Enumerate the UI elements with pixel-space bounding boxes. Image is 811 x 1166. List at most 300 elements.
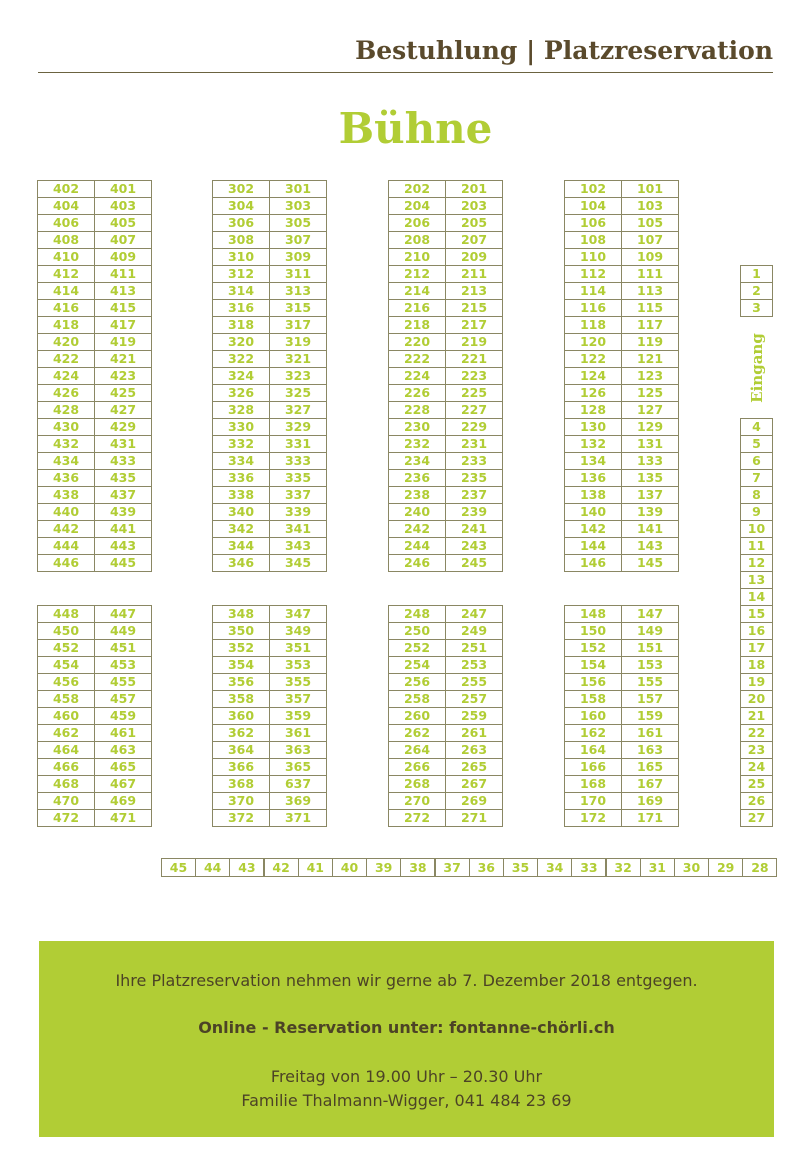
seat-268: 268 bbox=[388, 775, 446, 793]
seat-246: 246 bbox=[388, 554, 446, 572]
seat-368: 368 bbox=[212, 775, 270, 793]
seat-465: 465 bbox=[94, 758, 152, 776]
seat-443: 443 bbox=[94, 537, 152, 555]
seat-116: 116 bbox=[564, 299, 622, 317]
seat-335: 335 bbox=[269, 469, 327, 487]
seat-225: 225 bbox=[445, 384, 503, 402]
seat-433: 433 bbox=[94, 452, 152, 470]
seat-211: 211 bbox=[445, 265, 503, 283]
seat-262: 262 bbox=[388, 724, 446, 742]
seat-39: 39 bbox=[366, 858, 401, 877]
seat-316: 316 bbox=[212, 299, 270, 317]
seat-264: 264 bbox=[388, 741, 446, 759]
seat-310: 310 bbox=[212, 248, 270, 266]
seat-458: 458 bbox=[37, 690, 95, 708]
seat-427: 427 bbox=[94, 401, 152, 419]
seat-259: 259 bbox=[445, 707, 503, 725]
seat-5: 5 bbox=[740, 435, 773, 453]
seat-125: 125 bbox=[621, 384, 679, 402]
seat-327: 327 bbox=[269, 401, 327, 419]
seat-364: 364 bbox=[212, 741, 270, 759]
seat-143: 143 bbox=[621, 537, 679, 555]
seat-425: 425 bbox=[94, 384, 152, 402]
seat-350: 350 bbox=[212, 622, 270, 640]
seat-470: 470 bbox=[37, 792, 95, 810]
seat-163: 163 bbox=[621, 741, 679, 759]
seat-204: 204 bbox=[388, 197, 446, 215]
seat-341: 341 bbox=[269, 520, 327, 538]
seat-137: 137 bbox=[621, 486, 679, 504]
seat-165: 165 bbox=[621, 758, 679, 776]
seat-334: 334 bbox=[212, 452, 270, 470]
seat-166: 166 bbox=[564, 758, 622, 776]
seat-171: 171 bbox=[621, 809, 679, 827]
seat-15: 15 bbox=[740, 605, 773, 623]
seat-201: 201 bbox=[445, 180, 503, 198]
seat-131: 131 bbox=[621, 435, 679, 453]
seat-252: 252 bbox=[388, 639, 446, 657]
seat-213: 213 bbox=[445, 282, 503, 300]
seat-44: 44 bbox=[195, 858, 230, 877]
seat-8: 8 bbox=[740, 486, 773, 504]
seat-328: 328 bbox=[212, 401, 270, 419]
seat-9: 9 bbox=[740, 503, 773, 521]
seat-43: 43 bbox=[229, 858, 264, 877]
seat-132: 132 bbox=[564, 435, 622, 453]
seat-311: 311 bbox=[269, 265, 327, 283]
seat-317: 317 bbox=[269, 316, 327, 334]
seat-203: 203 bbox=[445, 197, 503, 215]
seat-247: 247 bbox=[445, 605, 503, 623]
seat-370: 370 bbox=[212, 792, 270, 810]
seat-432: 432 bbox=[37, 435, 95, 453]
seat-457: 457 bbox=[94, 690, 152, 708]
seat-372: 372 bbox=[212, 809, 270, 827]
seat-342: 342 bbox=[212, 520, 270, 538]
seat-222: 222 bbox=[388, 350, 446, 368]
seat-154: 154 bbox=[564, 656, 622, 674]
seat-19: 19 bbox=[740, 673, 773, 691]
seat-3: 3 bbox=[740, 299, 773, 317]
seat-305: 305 bbox=[269, 214, 327, 232]
seat-27: 27 bbox=[740, 809, 773, 827]
seat-472: 472 bbox=[37, 809, 95, 827]
seat-150: 150 bbox=[564, 622, 622, 640]
seat-322: 322 bbox=[212, 350, 270, 368]
seat-437: 437 bbox=[94, 486, 152, 504]
seat-336: 336 bbox=[212, 469, 270, 487]
seat-207: 207 bbox=[445, 231, 503, 249]
seat-404: 404 bbox=[37, 197, 95, 215]
seat-440: 440 bbox=[37, 503, 95, 521]
seat-258: 258 bbox=[388, 690, 446, 708]
seat-112: 112 bbox=[564, 265, 622, 283]
seat-426: 426 bbox=[37, 384, 95, 402]
seat-450: 450 bbox=[37, 622, 95, 640]
seat-4: 4 bbox=[740, 418, 773, 436]
seat-423: 423 bbox=[94, 367, 152, 385]
page-title: Bestuhlung | Platzreservation bbox=[355, 36, 773, 65]
seat-6: 6 bbox=[740, 452, 773, 470]
seat-337: 337 bbox=[269, 486, 327, 504]
seat-42: 42 bbox=[264, 858, 299, 877]
seat-16: 16 bbox=[740, 622, 773, 640]
seat-408: 408 bbox=[37, 231, 95, 249]
seat-351: 351 bbox=[269, 639, 327, 657]
seat-108: 108 bbox=[564, 231, 622, 249]
online-reservation-text: Online - Reservation unter: fontanne-chörli.ch bbox=[198, 1018, 615, 1037]
seat-239: 239 bbox=[445, 503, 503, 521]
seat-153: 153 bbox=[621, 656, 679, 674]
seat-361: 361 bbox=[269, 724, 327, 742]
seat-329: 329 bbox=[269, 418, 327, 436]
seat-256: 256 bbox=[388, 673, 446, 691]
seat-115: 115 bbox=[621, 299, 679, 317]
seat-459: 459 bbox=[94, 707, 152, 725]
seat-147: 147 bbox=[621, 605, 679, 623]
seat-122: 122 bbox=[564, 350, 622, 368]
seat-271: 271 bbox=[445, 809, 503, 827]
seat-236: 236 bbox=[388, 469, 446, 487]
seat-11: 11 bbox=[740, 537, 773, 555]
seat-448: 448 bbox=[37, 605, 95, 623]
seat-330: 330 bbox=[212, 418, 270, 436]
seat-120: 120 bbox=[564, 333, 622, 351]
seat-463: 463 bbox=[94, 741, 152, 759]
seat-417: 417 bbox=[94, 316, 152, 334]
seat-7: 7 bbox=[740, 469, 773, 487]
seat-155: 155 bbox=[621, 673, 679, 691]
seat-157: 157 bbox=[621, 690, 679, 708]
seat-221: 221 bbox=[445, 350, 503, 368]
seat-103: 103 bbox=[621, 197, 679, 215]
seat-434: 434 bbox=[37, 452, 95, 470]
seat-412: 412 bbox=[37, 265, 95, 283]
seat-2: 2 bbox=[740, 282, 773, 300]
reservation-date-text: Ihre Platzreservation nehmen wir gerne ab 7. Dezember 2018 entgegen. bbox=[115, 971, 698, 990]
seat-164: 164 bbox=[564, 741, 622, 759]
seat-331: 331 bbox=[269, 435, 327, 453]
seat-148: 148 bbox=[564, 605, 622, 623]
seat-357: 357 bbox=[269, 690, 327, 708]
seat-371: 371 bbox=[269, 809, 327, 827]
seat-308: 308 bbox=[212, 231, 270, 249]
seat-123: 123 bbox=[621, 367, 679, 385]
seat-1: 1 bbox=[740, 265, 773, 283]
seat-318: 318 bbox=[212, 316, 270, 334]
seat-212: 212 bbox=[388, 265, 446, 283]
seat-101: 101 bbox=[621, 180, 679, 198]
seat-248: 248 bbox=[388, 605, 446, 623]
seat-320: 320 bbox=[212, 333, 270, 351]
seat-358: 358 bbox=[212, 690, 270, 708]
seat-467: 467 bbox=[94, 775, 152, 793]
seat-254: 254 bbox=[388, 656, 446, 674]
seat-20: 20 bbox=[740, 690, 773, 708]
seat-354: 354 bbox=[212, 656, 270, 674]
seat-205: 205 bbox=[445, 214, 503, 232]
seat-405: 405 bbox=[94, 214, 152, 232]
seat-105: 105 bbox=[621, 214, 679, 232]
seat-255: 255 bbox=[445, 673, 503, 691]
seat-130: 130 bbox=[564, 418, 622, 436]
seat-113: 113 bbox=[621, 282, 679, 300]
seat-430: 430 bbox=[37, 418, 95, 436]
seat-323: 323 bbox=[269, 367, 327, 385]
seat-214: 214 bbox=[388, 282, 446, 300]
seat-134: 134 bbox=[564, 452, 622, 470]
seat-401: 401 bbox=[94, 180, 152, 198]
seat-468: 468 bbox=[37, 775, 95, 793]
seat-168: 168 bbox=[564, 775, 622, 793]
seat-464: 464 bbox=[37, 741, 95, 759]
seat-128: 128 bbox=[564, 401, 622, 419]
seat-332: 332 bbox=[212, 435, 270, 453]
seat-40: 40 bbox=[332, 858, 367, 877]
entrance-label: Eingang bbox=[748, 333, 766, 403]
seat-471: 471 bbox=[94, 809, 152, 827]
seat-38: 38 bbox=[400, 858, 435, 877]
seat-206: 206 bbox=[388, 214, 446, 232]
seat-424: 424 bbox=[37, 367, 95, 385]
seat-29: 29 bbox=[708, 858, 743, 877]
seat-352: 352 bbox=[212, 639, 270, 657]
seat-111: 111 bbox=[621, 265, 679, 283]
seat-466: 466 bbox=[37, 758, 95, 776]
seat-162: 162 bbox=[564, 724, 622, 742]
seat-25: 25 bbox=[740, 775, 773, 793]
seat-265: 265 bbox=[445, 758, 503, 776]
seat-233: 233 bbox=[445, 452, 503, 470]
seat-146: 146 bbox=[564, 554, 622, 572]
seat-161: 161 bbox=[621, 724, 679, 742]
seat-106: 106 bbox=[564, 214, 622, 232]
seat-338: 338 bbox=[212, 486, 270, 504]
seat-460: 460 bbox=[37, 707, 95, 725]
seat-359: 359 bbox=[269, 707, 327, 725]
seat-216: 216 bbox=[388, 299, 446, 317]
seat-419: 419 bbox=[94, 333, 152, 351]
seat-22: 22 bbox=[740, 724, 773, 742]
seat-17: 17 bbox=[740, 639, 773, 657]
seat-36: 36 bbox=[469, 858, 504, 877]
seat-230: 230 bbox=[388, 418, 446, 436]
seat-28: 28 bbox=[742, 858, 777, 877]
seat-345: 345 bbox=[269, 554, 327, 572]
seat-24: 24 bbox=[740, 758, 773, 776]
seat-439: 439 bbox=[94, 503, 152, 521]
seat-37: 37 bbox=[435, 858, 470, 877]
seat-228: 228 bbox=[388, 401, 446, 419]
seat-229: 229 bbox=[445, 418, 503, 436]
seat-302: 302 bbox=[212, 180, 270, 198]
seat-31: 31 bbox=[640, 858, 675, 877]
seat-343: 343 bbox=[269, 537, 327, 555]
seat-349: 349 bbox=[269, 622, 327, 640]
seat-449: 449 bbox=[94, 622, 152, 640]
seat-355: 355 bbox=[269, 673, 327, 691]
seat-306: 306 bbox=[212, 214, 270, 232]
seat-312: 312 bbox=[212, 265, 270, 283]
seat-307: 307 bbox=[269, 231, 327, 249]
seat-365: 365 bbox=[269, 758, 327, 776]
seat-172: 172 bbox=[564, 809, 622, 827]
seat-41: 41 bbox=[298, 858, 333, 877]
seat-126: 126 bbox=[564, 384, 622, 402]
seat-109: 109 bbox=[621, 248, 679, 266]
seat-235: 235 bbox=[445, 469, 503, 487]
seat-428: 428 bbox=[37, 401, 95, 419]
seat-324: 324 bbox=[212, 367, 270, 385]
seat-369: 369 bbox=[269, 792, 327, 810]
seat-269: 269 bbox=[445, 792, 503, 810]
seat-107: 107 bbox=[621, 231, 679, 249]
seat-220: 220 bbox=[388, 333, 446, 351]
seat-452: 452 bbox=[37, 639, 95, 657]
seat-366: 366 bbox=[212, 758, 270, 776]
seat-104: 104 bbox=[564, 197, 622, 215]
seat-145: 145 bbox=[621, 554, 679, 572]
seat-202: 202 bbox=[388, 180, 446, 198]
seat-127: 127 bbox=[621, 401, 679, 419]
seat-319: 319 bbox=[269, 333, 327, 351]
seat-348: 348 bbox=[212, 605, 270, 623]
seat-169: 169 bbox=[621, 792, 679, 810]
seat-444: 444 bbox=[37, 537, 95, 555]
seat-159: 159 bbox=[621, 707, 679, 725]
seat-144: 144 bbox=[564, 537, 622, 555]
seat-446: 446 bbox=[37, 554, 95, 572]
seat-138: 138 bbox=[564, 486, 622, 504]
contact-text: Familie Thalmann-Wigger, 041 484 23 69 bbox=[241, 1091, 572, 1110]
seat-403: 403 bbox=[94, 197, 152, 215]
seat-261: 261 bbox=[445, 724, 503, 742]
reservation-info-box bbox=[39, 941, 774, 1137]
seat-135: 135 bbox=[621, 469, 679, 487]
seat-243: 243 bbox=[445, 537, 503, 555]
seat-346: 346 bbox=[212, 554, 270, 572]
seat-416: 416 bbox=[37, 299, 95, 317]
stage-label: Bühne bbox=[338, 104, 493, 153]
seat-418: 418 bbox=[37, 316, 95, 334]
seat-309: 309 bbox=[269, 248, 327, 266]
seat-363: 363 bbox=[269, 741, 327, 759]
seat-304: 304 bbox=[212, 197, 270, 215]
seat-119: 119 bbox=[621, 333, 679, 351]
seat-210: 210 bbox=[388, 248, 446, 266]
seat-321: 321 bbox=[269, 350, 327, 368]
seat-263: 263 bbox=[445, 741, 503, 759]
seat-407: 407 bbox=[94, 231, 152, 249]
seat-411: 411 bbox=[94, 265, 152, 283]
seat-347: 347 bbox=[269, 605, 327, 623]
seat-421: 421 bbox=[94, 350, 152, 368]
seat-325: 325 bbox=[269, 384, 327, 402]
seat-435: 435 bbox=[94, 469, 152, 487]
seat-129: 129 bbox=[621, 418, 679, 436]
seat-35: 35 bbox=[503, 858, 538, 877]
seat-362: 362 bbox=[212, 724, 270, 742]
seat-234: 234 bbox=[388, 452, 446, 470]
seat-409: 409 bbox=[94, 248, 152, 266]
seat-218: 218 bbox=[388, 316, 446, 334]
seat-21: 21 bbox=[740, 707, 773, 725]
seat-253: 253 bbox=[445, 656, 503, 674]
seat-208: 208 bbox=[388, 231, 446, 249]
seat-469: 469 bbox=[94, 792, 152, 810]
seat-431: 431 bbox=[94, 435, 152, 453]
seat-456: 456 bbox=[37, 673, 95, 691]
seat-414: 414 bbox=[37, 282, 95, 300]
seat-33: 33 bbox=[571, 858, 606, 877]
seat-30: 30 bbox=[674, 858, 709, 877]
seat-315: 315 bbox=[269, 299, 327, 317]
seat-110: 110 bbox=[564, 248, 622, 266]
seat-12: 12 bbox=[740, 554, 773, 572]
seat-413: 413 bbox=[94, 282, 152, 300]
seat-118: 118 bbox=[564, 316, 622, 334]
seat-266: 266 bbox=[388, 758, 446, 776]
seat-360: 360 bbox=[212, 707, 270, 725]
seat-121: 121 bbox=[621, 350, 679, 368]
seat-445: 445 bbox=[94, 554, 152, 572]
seat-245: 245 bbox=[445, 554, 503, 572]
seat-142: 142 bbox=[564, 520, 622, 538]
seat-313: 313 bbox=[269, 282, 327, 300]
seat-242: 242 bbox=[388, 520, 446, 538]
seat-441: 441 bbox=[94, 520, 152, 538]
seat-226: 226 bbox=[388, 384, 446, 402]
seat-223: 223 bbox=[445, 367, 503, 385]
seat-149: 149 bbox=[621, 622, 679, 640]
seat-240: 240 bbox=[388, 503, 446, 521]
seat-461: 461 bbox=[94, 724, 152, 742]
seat-406: 406 bbox=[37, 214, 95, 232]
seat-462: 462 bbox=[37, 724, 95, 742]
seat-141: 141 bbox=[621, 520, 679, 538]
seat-232: 232 bbox=[388, 435, 446, 453]
seat-117: 117 bbox=[621, 316, 679, 334]
seat-257: 257 bbox=[445, 690, 503, 708]
seat-26: 26 bbox=[740, 792, 773, 810]
seat-224: 224 bbox=[388, 367, 446, 385]
seat-270: 270 bbox=[388, 792, 446, 810]
seat-158: 158 bbox=[564, 690, 622, 708]
seat-156: 156 bbox=[564, 673, 622, 691]
seat-238: 238 bbox=[388, 486, 446, 504]
seat-114: 114 bbox=[564, 282, 622, 300]
seat-237: 237 bbox=[445, 486, 503, 504]
seat-10: 10 bbox=[740, 520, 773, 538]
seat-272: 272 bbox=[388, 809, 446, 827]
seat-18: 18 bbox=[740, 656, 773, 674]
seat-102: 102 bbox=[564, 180, 622, 198]
seat-160: 160 bbox=[564, 707, 622, 725]
seat-23: 23 bbox=[740, 741, 773, 759]
seat-314: 314 bbox=[212, 282, 270, 300]
seat-260: 260 bbox=[388, 707, 446, 725]
seat-415: 415 bbox=[94, 299, 152, 317]
seat-209: 209 bbox=[445, 248, 503, 266]
seat-124: 124 bbox=[564, 367, 622, 385]
seat-217: 217 bbox=[445, 316, 503, 334]
seat-453: 453 bbox=[94, 656, 152, 674]
seat-422: 422 bbox=[37, 350, 95, 368]
seat-447: 447 bbox=[94, 605, 152, 623]
seat-244: 244 bbox=[388, 537, 446, 555]
seat-339: 339 bbox=[269, 503, 327, 521]
seat-402: 402 bbox=[37, 180, 95, 198]
